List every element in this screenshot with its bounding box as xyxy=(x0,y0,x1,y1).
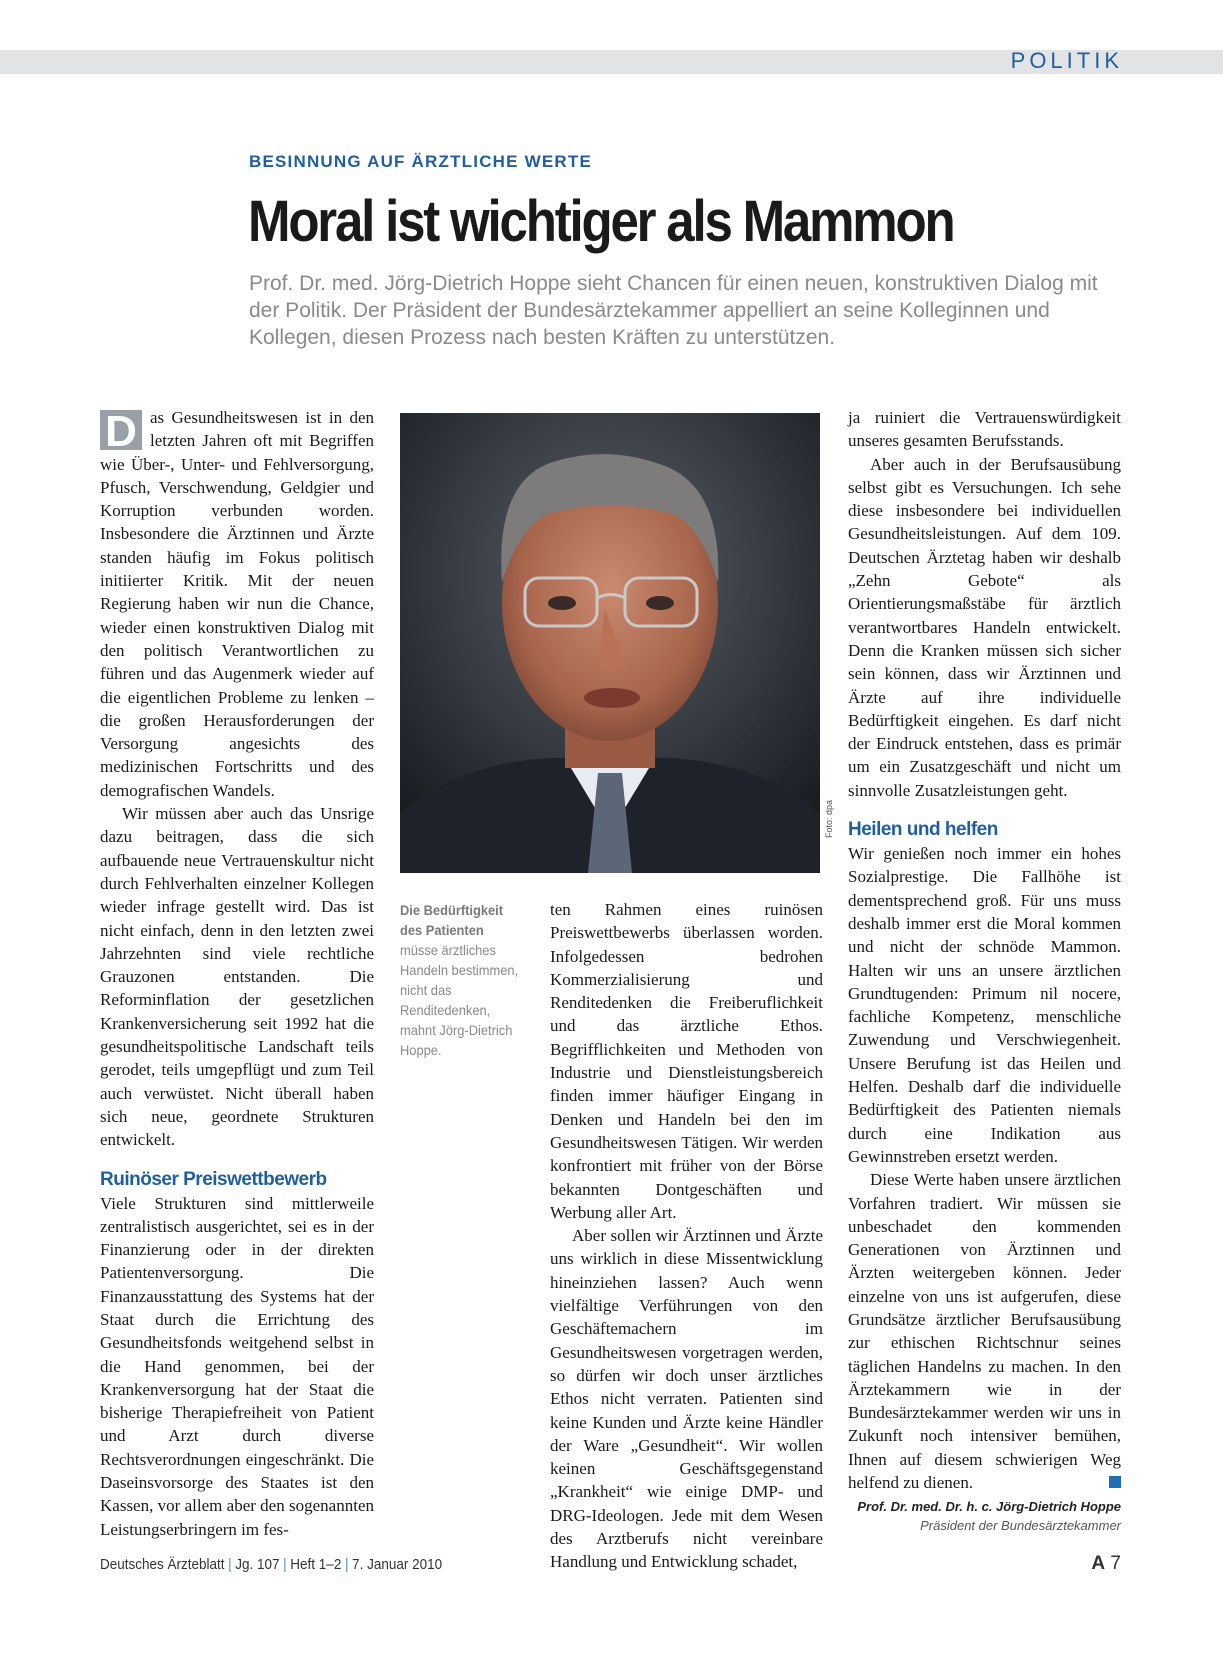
text-column-2 xyxy=(550,898,823,1574)
caption-text: müsse ärztliches Handeln bestimmen, nicht das Renditedenken, mahnt Jörg-Dietrich Hoppe. xyxy=(400,942,519,1058)
end-mark-icon xyxy=(1109,1476,1121,1488)
portrait-photo xyxy=(400,413,820,873)
paragraph-8 xyxy=(848,1168,1121,1494)
page-number-value: 7 xyxy=(1110,1553,1121,1574)
paragraph-2: Wir müssen aber auch das Unsrige dazu beitragen, dass die sich aufbauende neue Vertrauenskultur nicht durch Fehlverhalten einzelner Kollegen wieder infrage gestellt wird. Das ist nicht einfach, denn in den letzten zwei Jahrzehnten sind viele rechtliche Grauzonen entstanden. Die Reforminflation der gesetzlichen Krankenversicherung seit 1992 hat die gesundheitspolitische Landschaft teils gerodet, teils umgepflügt und zum Teil auch verwüstet. Nicht überall haben sich neue, geordnete Strukturen entwickelt. xyxy=(100,804,374,1150)
paragraph-5: ja ruiniert die Vertrauenswürdigkeit unseres gesamten Berufsstands. xyxy=(848,408,1121,451)
text-column-1 xyxy=(100,406,374,1541)
subheading-preiswettbewerb: Ruinöser Preiswettbewerb xyxy=(100,1168,327,1190)
article-lead: Prof. Dr. med. Jörg-Dietrich Hoppe sieht Chancen für einen neuen, konstruktiven Dialog mit der Politik. Der Präsident der Bundesärztekammer appelliert an seine Kolleginnen und Kollegen, diesen Prozess nach besten Kräften zu unterstützen. xyxy=(249,272,1098,349)
section-label: POLITIK xyxy=(1010,48,1123,73)
paragraph-3-continued: ten Rahmen eines ruinösen Preiswettbewerbs überlassen worden. Infolgedessen bedrohen Kommerzialisierung und Renditedenken die Freiberuflichkeit und das ärztliche Ethos. Begrifflichkeiten und Methoden von Industrie und Dienstleistungsbereich finden immer häufiger Eingang in Denken und Handeln bei den im Gesundheitswesen Tätigen. Wir werden konfrontiert mit früher von der Börse bekannten Dontgeschäften und Werbung aller Art. xyxy=(550,900,823,1222)
article-kicker: BESINNUNG AUF ÄRZTLICHE WERTE xyxy=(249,152,592,171)
caption-bold: Die Bedürftigkeit des Patienten xyxy=(400,902,504,938)
subheading-heilen: Heilen und helfen xyxy=(848,819,998,841)
photo-credit: Foto: dpa xyxy=(824,799,834,838)
paragraph-3: Viele Strukturen sind mittlerweile zentralistisch ausgerichtet, sei es in der Finanzierung oder in der direkten Patientenversorgung. Die Finanzausstattung des Systems hat der Staat durch die Errichtung des Gesundheitsfonds weitgehend selbst in die Hand genommen, bei der Krankenversorgung hat der Staat die bisherige Therapiefreiheit von Patient und Arzt durch diverse Rechtsverordnungen eingeschränkt. Die Daseinsvorsorge des Staates ist den Kassen, vor allem aber den sogenannten Leistungserbringern im fes- xyxy=(100,1193,374,1539)
paragraph-1 xyxy=(100,406,374,802)
footer-separator: | xyxy=(344,1556,349,1573)
footer-issue: Heft 1–2 xyxy=(290,1556,342,1573)
drop-cap: D xyxy=(100,410,142,450)
footer xyxy=(100,1556,442,1573)
author-signature xyxy=(848,1497,1121,1535)
photo-caption xyxy=(400,900,524,1060)
article-headline: Moral ist wichtiger als Mammon xyxy=(248,189,954,254)
footer-publication: Deutsches Ärzteblatt xyxy=(100,1556,225,1573)
page-prefix: A xyxy=(1091,1553,1106,1574)
footer-volume: Jg. 107 xyxy=(235,1556,280,1573)
footer-date: 7. Januar 2010 xyxy=(352,1556,443,1573)
paragraph-8-text: Diese Werte haben unsere ärztlichen Vorfahren tradiert. Wir müssen sie unbeschadet den kommenden Generationen von Ärztinnen und Ärzten weitergeben können. Jeder einzelne von uns ist aufgerufen, diese Grundsätze ärztlicher Berufsausübung zur ethischen Richtschnur seines täglichen Handelns zu machen. In den Ärztekammern wie in der Bundesärztekammer werden wir uns in Zukunft noch intensiver bemühen, Ihnen auf diesem schwierigen Weg helfend zu dienen. xyxy=(848,1170,1121,1493)
paragraph-7: Wir genießen noch immer ein hohes Sozialprestige. Die Fallhöhe ist dementsprechend groß. Für uns muss deshalb immer erst die Moral kommen und nicht der schnöde Mammon. Halten wir uns an unsere ärztlichen Grundtugenden: Primum nil nocere, fachliche Kompetenz, menschliche Zuwendung und Verschwiegenheit. Unsere Berufung ist das Heilen und Helfen. Deshalb darf die individuelle Bedürftigkeit des Patienten niemals durch eine Indikation aus Gewinnstreben ersetzt werden. xyxy=(848,844,1121,1166)
footer-separator: | xyxy=(283,1556,287,1573)
text-column-3 xyxy=(848,406,1121,1535)
footer-separator: | xyxy=(228,1556,232,1573)
paragraph-1-text: as Gesundheitswesen ist in den letzten Jahren oft mit Begriffen wie Über-, Unter- und Fehlversorgung, Pfusch, Verschwendung, Geldgier und Korruption verbunden worden. Insbesondere die Ärztinnen und Ärzte standen häufig im Fokus politisch initiierter Kritik. Mit der neuen Regierung haben wir nun die Chance, wieder einen konstruktiven Dialog mit den politisch Verantwortlichen zu führen und das Augenmerk wieder auf die eigentlichen Probleme zu lenken – die großen Herausforderungen der Versorgung angesichts des medizinischen Fortschritts und des demografischen Wandels. xyxy=(100,408,374,800)
paragraph-4: Aber sollen wir Ärztinnen und Ärzte uns wirklich in diese Missentwicklung hineinziehen lassen? Auch wenn vielfältige Verführungen von den Geschäftemachern im Gesundheitswesen vorgetragen werden, so dürfen wir doch unser ärztliches Ethos nicht verraten. Patienten sind keine Kunden und Ärzte keine Händler der Ware „Gesundheit“. Wir wollen keinen Geschäftsgegenstand „Krankheit“ wie einige DMP- und DRG-Ideologen. Jede mit dem Wesen des Arztberufs nicht vereinbare Handlung und Entwicklung schadet, xyxy=(550,1226,823,1572)
author-name: Prof. Dr. med. Dr. h. c. Jörg-Dietrich Hoppe xyxy=(857,1499,1121,1515)
page-number xyxy=(1091,1553,1121,1575)
paragraph-6: Aber auch in der Berufsausübung selbst gibt es Versuchungen. Ich sehe diese insbesondere bei individuellen Gesundheitsleistungen. Auf dem 109. Deutschen Ärztetag haben wir deshalb „Zehn Gebote“ als Orientierungsmaßstäbe für ärztlich verantwortbares Handeln entwickelt. Denn die Kranken müssen sich sicher sein können, dass wir Ärztinnen und Ärzte auf ihre individuelle Bedürftigkeit eingehen. Es darf nicht der Eindruck entstehen, dass es primär um ein Zusatzgeschäft und nicht um sinnvolle Zusatzleistungen geht. xyxy=(848,454,1121,800)
portrait-image xyxy=(400,413,820,873)
author-role: Präsident der Bundesärztekammer xyxy=(920,1518,1121,1534)
